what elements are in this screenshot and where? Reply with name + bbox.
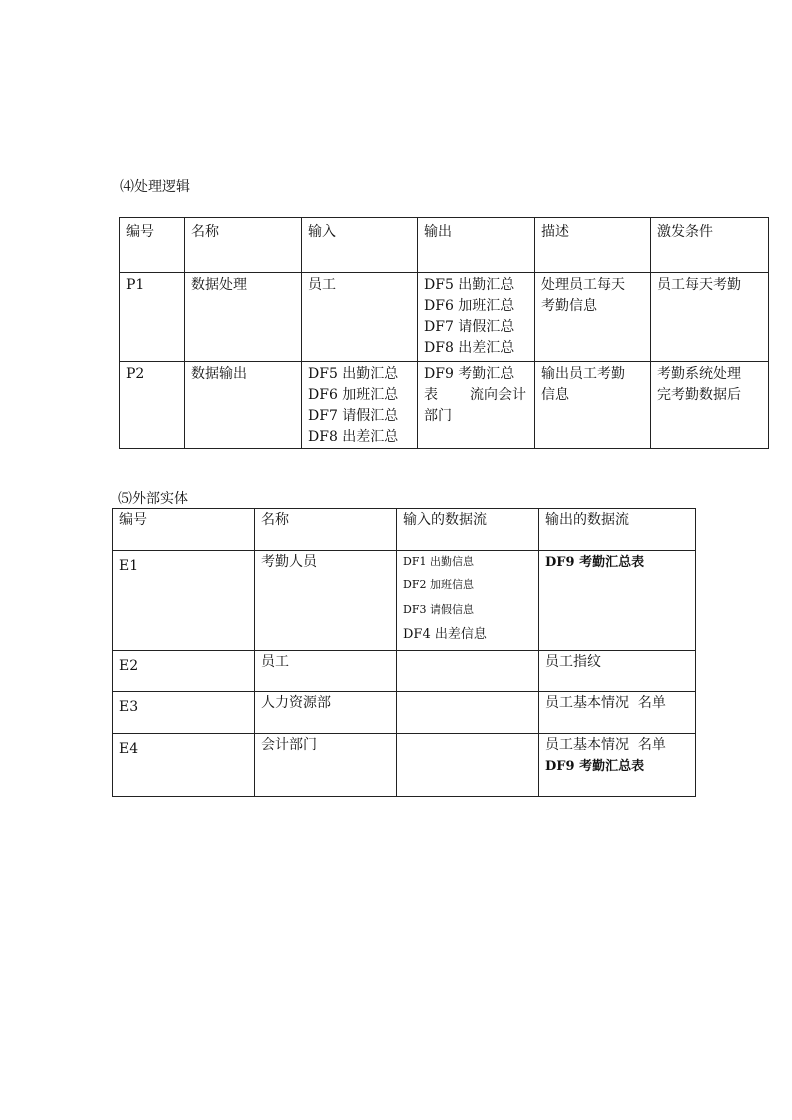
- output-word: 表: [424, 387, 438, 403]
- description-line: 输出员工考勤: [541, 366, 625, 382]
- header-cell: 输出: [418, 218, 535, 273]
- table-row: [120, 362, 769, 449]
- entity-input-cell: [397, 734, 539, 797]
- entity-name-cell: 会计部门: [255, 734, 397, 797]
- entity-input-cell: [397, 651, 539, 692]
- output-flow-line: 员工指纹: [545, 654, 601, 670]
- entity-input-cell: [397, 692, 539, 734]
- output-flow-line: 员工基本情况 名单: [545, 737, 666, 753]
- process-input-cell: [302, 362, 418, 449]
- external-entities-title: ⑸外部实体: [118, 491, 188, 507]
- table-header-row: [113, 509, 696, 551]
- input-flow-line: DF1 出勤信息: [403, 555, 474, 568]
- header-cell: 描述: [535, 218, 651, 273]
- header-cell: 编号: [120, 218, 185, 273]
- header-cell: 输出的数据流: [539, 509, 696, 551]
- process-description-cell: [535, 362, 651, 449]
- input-line: 员工: [308, 277, 336, 293]
- table-row: [113, 692, 696, 734]
- input-flow-line: DF3 请假信息: [403, 603, 474, 616]
- input-line: DF8 出差汇总: [308, 429, 399, 445]
- processing-logic-title: ⑷处理逻辑: [120, 179, 190, 195]
- output-line: DF7 请假汇总: [424, 319, 515, 335]
- input-line: DF6 加班汇总: [308, 387, 399, 403]
- entity-name-cell: 员工: [255, 651, 397, 692]
- entity-input-cell: [397, 551, 539, 651]
- table-header-row: [120, 218, 769, 273]
- header-cell: 名称: [185, 218, 302, 273]
- table-row: [113, 551, 696, 651]
- table-row: [113, 734, 696, 797]
- output-line: DF8 出差汇总: [424, 340, 515, 356]
- header-cell: 编号: [113, 509, 255, 551]
- entity-output-cell: [539, 692, 696, 734]
- description-line: 处理员工每天: [541, 277, 625, 293]
- output-line: DF9 考勤汇总: [424, 366, 515, 382]
- external-entities-table: [112, 508, 696, 797]
- output-line: [424, 385, 534, 406]
- input-flow-line: DF4 出差信息: [403, 627, 487, 642]
- trigger-line: 完考勤数据后: [657, 387, 741, 403]
- process-input-cell: [302, 273, 418, 362]
- table-row: [113, 651, 696, 692]
- process-id-cell: P2: [120, 362, 185, 449]
- description-line: 信息: [541, 387, 569, 403]
- output-flow-line: DF9 考勤汇总表: [545, 555, 645, 570]
- table-row: [120, 273, 769, 362]
- output-flow-line: 员工基本情况 名单: [545, 695, 666, 711]
- entity-output-cell: [539, 651, 696, 692]
- trigger-line: 考勤系统处理: [657, 366, 741, 382]
- processing-logic-table: [119, 217, 769, 449]
- output-line: 部门: [424, 408, 452, 424]
- input-line: DF5 出勤汇总: [308, 366, 399, 382]
- output-line: DF5 出勤汇总: [424, 277, 515, 293]
- process-id-cell: P1: [120, 273, 185, 362]
- trigger-line: 员工每天考勤: [657, 277, 741, 293]
- process-trigger-cell: [651, 362, 769, 449]
- process-description-cell: [535, 273, 651, 362]
- process-name-cell: 数据处理: [185, 273, 302, 362]
- input-flow-line: DF2 加班信息: [403, 578, 474, 591]
- entity-id-cell: E1: [113, 551, 255, 651]
- input-line: DF7 请假汇总: [308, 408, 399, 424]
- entity-output-cell: [539, 734, 696, 797]
- header-cell: 输入: [302, 218, 418, 273]
- output-flow-line: DF9 考勤汇总表: [545, 759, 645, 774]
- process-trigger-cell: [651, 273, 769, 362]
- entity-name-cell: 考勤人员: [255, 551, 397, 651]
- process-output-cell: [418, 362, 535, 449]
- entity-output-cell: [539, 551, 696, 651]
- output-line: DF6 加班汇总: [424, 298, 515, 314]
- entity-name-cell: 人力资源部: [255, 692, 397, 734]
- output-word: 流向会计: [470, 387, 526, 403]
- header-cell: 名称: [255, 509, 397, 551]
- header-cell: 激发条件: [651, 218, 769, 273]
- entity-id-cell: E3: [113, 692, 255, 734]
- entity-id-cell: E2: [113, 651, 255, 692]
- entity-id-cell: E4: [113, 734, 255, 797]
- process-output-cell: [418, 273, 535, 362]
- process-name-cell: 数据输出: [185, 362, 302, 449]
- header-cell: 输入的数据流: [397, 509, 539, 551]
- description-line: 考勤信息: [541, 298, 597, 314]
